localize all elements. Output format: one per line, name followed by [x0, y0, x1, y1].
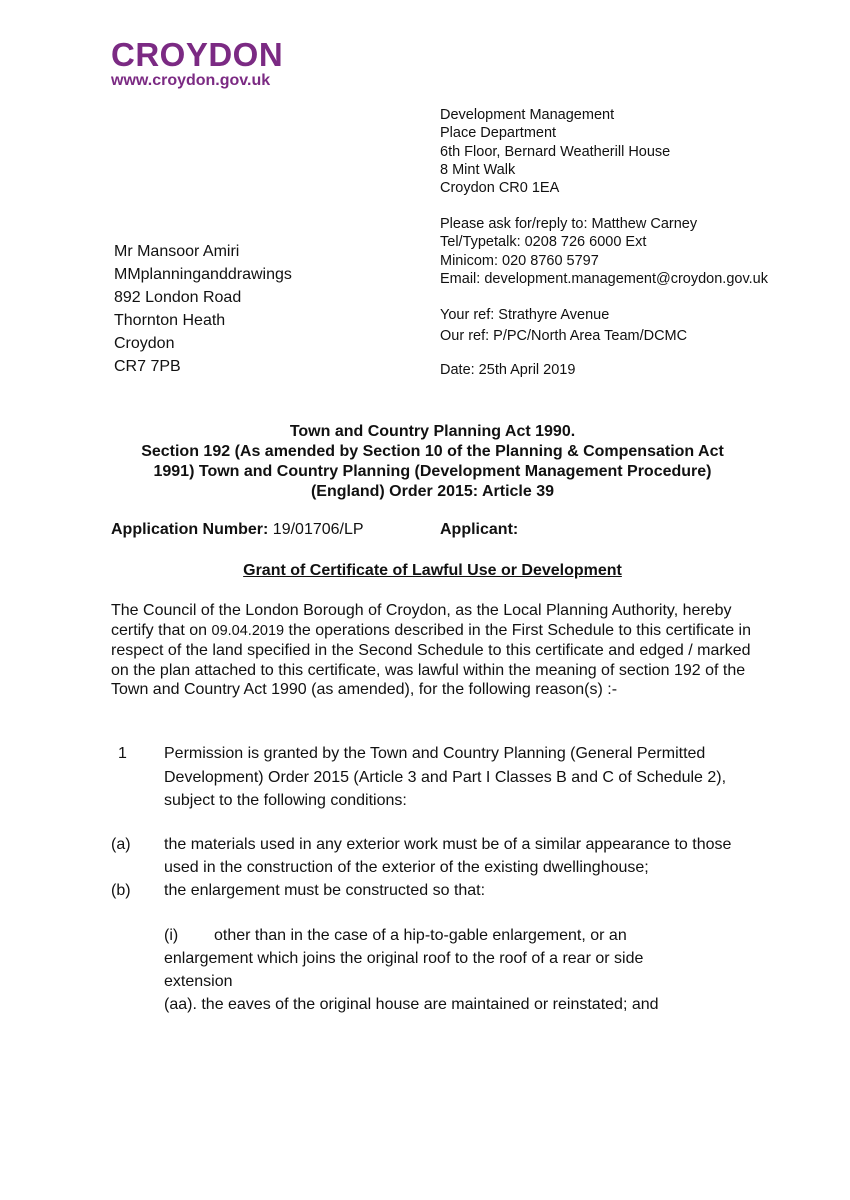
sub-condition-aa: (aa). the eaves of the original house are maintained or reinstated; and: [164, 996, 659, 1013]
reason-text: Permission is granted by the Town and Country Planning (General Permitted Development) Order 2015 (Article 3 and Part I Classes B and C of Schedule 2), subject to the following conditions:: [164, 745, 727, 809]
act-heading-line: Town and Country Planning Act 1990.: [289, 423, 576, 440]
logo-website: www.croydon.gov.uk: [111, 72, 271, 89]
application-number-label: Application Number:: [111, 521, 269, 538]
statement-text-end: the operations described in the First Schedule to this certificate in respect of the land specified in the Second Schedule to this certificate and edged / marked on the plan attached to this certificate, was lawful within the meaning of section 192 of the Town and Country Act 1990 (as amended), for the following reason(s) :-: [111, 621, 751, 698]
recipient-line: 892 London Road: [114, 289, 242, 306]
application-number-row: [111, 520, 364, 540]
certified-date: 09.04.2019: [211, 622, 285, 639]
act-heading-line: Section 192 (As amended by Section 10 of the Planning & Compensation Act: [141, 443, 724, 460]
recipient-line: Croydon: [114, 335, 175, 352]
application-number-value: 19/01706/LP: [272, 521, 364, 538]
logo-wordmark: CROYDON: [111, 36, 284, 73]
applicant-label: Applicant:: [440, 521, 519, 538]
contact-person: Please ask for/reply to: Matthew Carney: [440, 216, 698, 232]
sender-address-line: 8 Mint Walk: [440, 161, 516, 178]
condition-label: (a): [111, 836, 131, 853]
certificate-title: Grant of Certificate of Lawful Use or Development: [243, 562, 622, 579]
act-heading: [100, 422, 765, 502]
act-heading-line: (England) Order 2015: Article 39: [310, 483, 555, 500]
condition-text: the materials used in any exterior work must be of a similar appearance to those used in the construction of the exterior of the existing dwellinghouse;: [164, 836, 732, 876]
recipient-address: [114, 240, 292, 378]
certificate-statement: [111, 601, 771, 700]
sender-address-line: 6th Floor, Bernard Weatherill House: [440, 143, 671, 160]
letter-date: Date: 25th April 2019: [440, 362, 576, 378]
statement-text-start: The Council of the London Borough of Croydon, as the Local Planning Authority, hereby certify that on: [111, 602, 732, 639]
your-reference: Your ref: Strathyre Avenue: [440, 307, 610, 323]
sender-address-line: Place Department: [440, 125, 557, 142]
contact-minicom: Minicom: 020 8760 5797: [440, 252, 599, 269]
sender-address: [440, 106, 670, 197]
act-heading-line: 1991) Town and Country Planning (Development Management Procedure): [153, 463, 712, 480]
recipient-line: Mr Mansoor Amiri: [114, 243, 240, 260]
contact-email: Email: development.management@croydon.gov.uk: [440, 270, 768, 287]
references: [440, 305, 687, 347]
recipient-line: MMplanninganddrawings: [114, 266, 292, 283]
our-reference: Our ref: P/PC/North Area Team/DCMC: [440, 328, 688, 344]
condition-label: (b): [111, 882, 131, 899]
condition-text: the enlargement must be constructed so that:: [164, 882, 486, 899]
sub-condition: [164, 924, 704, 993]
reason-number: 1: [118, 745, 127, 762]
sender-address-line: Croydon CR0 1EA: [440, 180, 560, 197]
recipient-line: CR7 7PB: [114, 358, 181, 375]
contact-details: [440, 215, 768, 288]
sub-condition-text: other than in the case of a hip-to-gable enlargement, or an enlargement which joins the original roof to the roof of a rear or side extension: [164, 927, 644, 990]
contact-telephone: Tel/Typetalk: 0208 726 6000 Ext: [440, 234, 647, 251]
sender-address-line: Development Management: [440, 107, 615, 123]
recipient-line: Thornton Heath: [114, 312, 226, 329]
sub-condition-label: (i): [164, 927, 179, 944]
croydon-logo: [111, 38, 283, 90]
